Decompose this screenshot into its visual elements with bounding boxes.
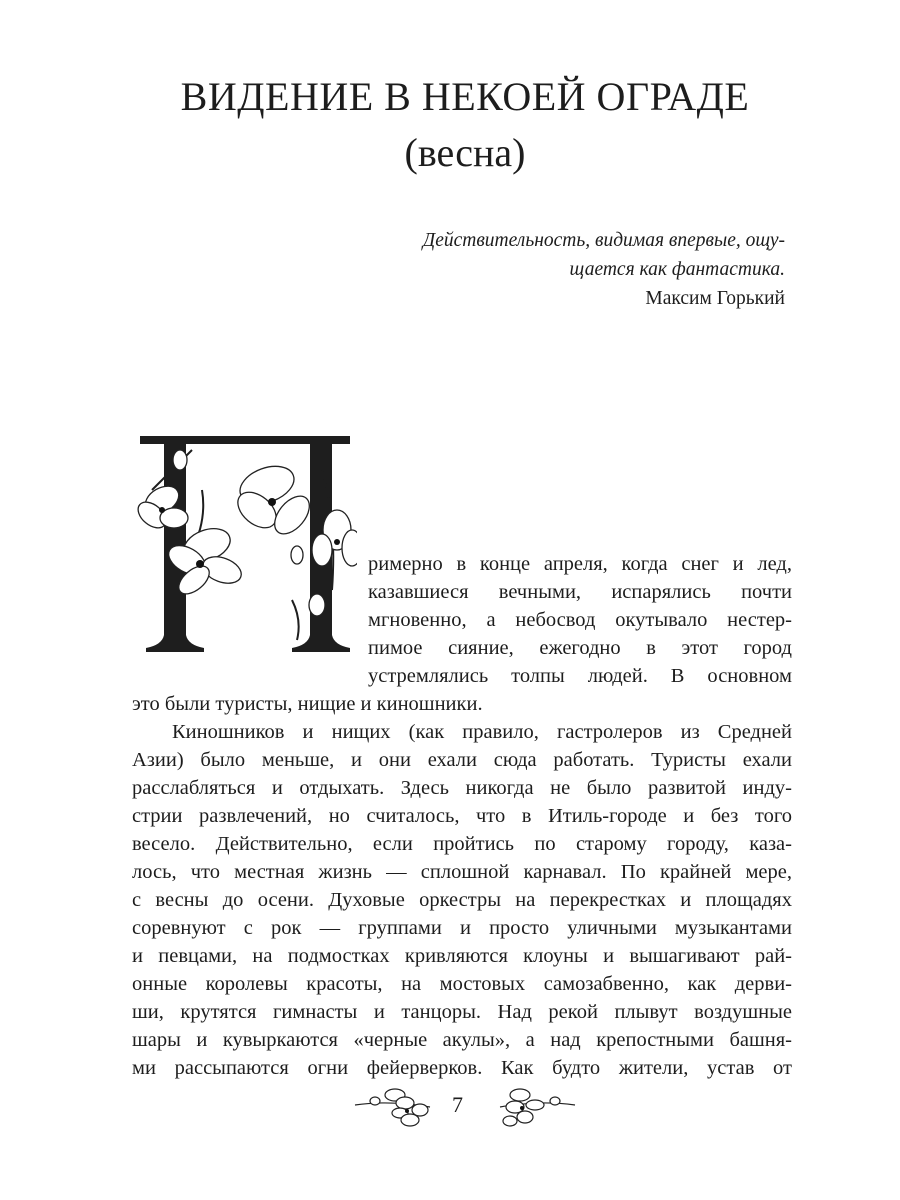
body-text (132, 550, 792, 1082)
body-line: это были туристы, нищие и киношники. (132, 693, 483, 715)
epigraph (355, 226, 785, 313)
body-line: казавшиеся вечными, испарялись почти (368, 581, 792, 603)
chapter-title: ВИДЕНИЕ В НЕКОЕЙ ОГРАДЕ (180, 74, 750, 119)
body-line: онные королевы красоты, на мостовых самозабвенно, как дерви- (132, 973, 792, 995)
epigraph-line: Действительность, видимая впервые, ощу- (422, 230, 785, 251)
body-line: соревнуют с рок — группами и просто уличными музыкантами (132, 917, 792, 939)
body-line: устремлялись толпы людей. В основном (368, 665, 792, 687)
body-line: с весны до осени. Духовые оркестры на перекрестках и площадях (132, 889, 792, 911)
body-line: ми рассыпаются огни фейерверков. Как будто жители, устав от (132, 1057, 792, 1079)
footer-ornament (350, 1075, 580, 1135)
body-line: и певцами, на подмостках кривляются клоуны и вышагивают рай- (132, 945, 792, 967)
body-line: расслабляться и отдыхать. Здесь никогда не было развитой инду- (132, 777, 792, 799)
body-line: весело. Действительно, если пройтись по старому городу, каза- (132, 833, 792, 855)
floral-ornament-icon (350, 1075, 580, 1135)
epigraph-author: Максим Горький (645, 288, 785, 309)
page-number: 7 (452, 1092, 463, 1117)
body-line: стрии развлечений, но считалось, что в Итиль-городе и без того (132, 805, 792, 827)
body-line: ши, крутятся гимнасты и танцоры. Над рекой плывут воздушные (132, 1001, 792, 1023)
epigraph-line: щается как фантастика. (569, 259, 785, 280)
chapter-subtitle: (весна) (404, 130, 526, 175)
body-line: пимое сияние, ежегодно в этот город (368, 637, 792, 659)
body-line: Киношников и нищих (как правило, гастролеров из Средней (172, 721, 792, 743)
body-line: Азии) было меньше, и они ехали сюда работать. Туристы ехали (132, 749, 792, 771)
body-line: римерно в конце апреля, когда снег и лед, (368, 553, 792, 575)
body-line: лось, что местная жизнь — сплошной карнавал. По крайней мере, (132, 861, 792, 883)
body-line: шары и кувыркаются «черные акулы», а над крепостными башня- (132, 1029, 792, 1051)
body-line: мгновенно, а небосвод окутывало нестер- (368, 609, 792, 631)
